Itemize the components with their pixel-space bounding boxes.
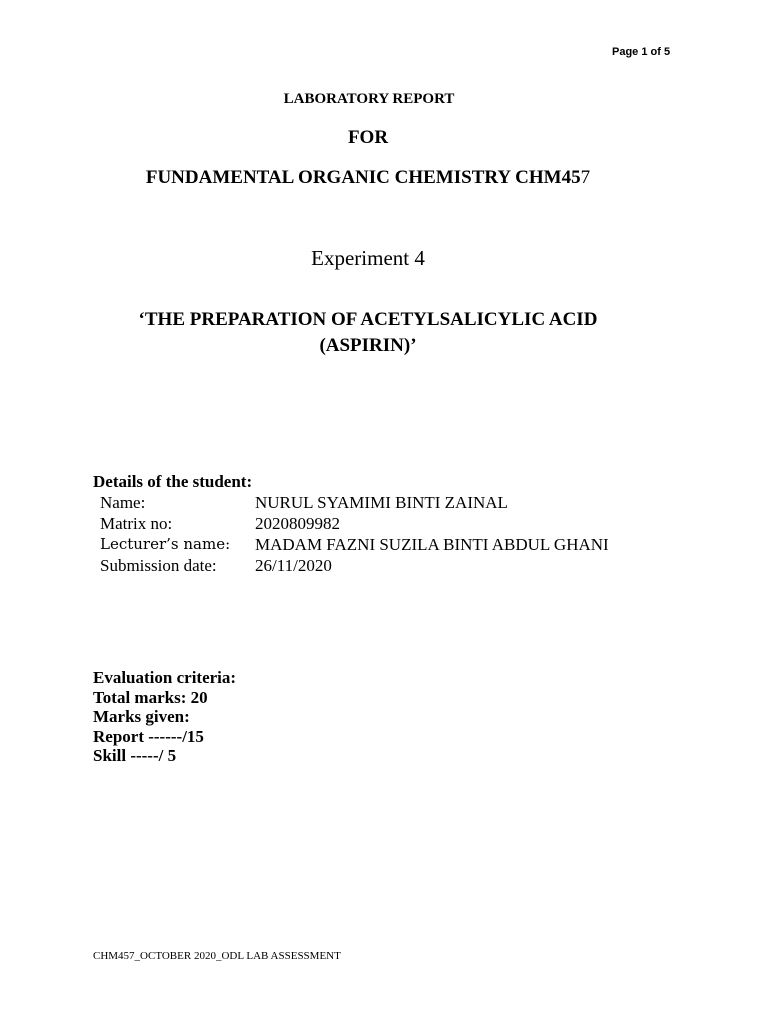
for-label: FOR (347, 127, 389, 148)
detail-value: NURUL SYAMIMI BINTI ZAINAL (255, 493, 508, 512)
page-number: Page 1 of 5 (612, 46, 671, 58)
detail-value: MADAM FAZNI SUZILA BINTI ABDUL GHANI (255, 535, 609, 554)
report-marks: Report ------/15 (93, 726, 204, 746)
marks-given: Marks given: (93, 707, 190, 726)
detail-row-name (100, 492, 609, 513)
experiment-number: Experiment 4 (311, 246, 425, 270)
detail-row-lecturer (100, 534, 609, 555)
experiment-title (0, 307, 752, 359)
detail-label: Submission date: (100, 556, 217, 575)
experiment-title-line1: ‘THE PREPARATION OF ACETYLSALICYLIC ACID (138, 309, 598, 330)
student-details-table (100, 492, 609, 576)
evaluation-criteria (93, 668, 236, 766)
detail-value: 2020809982 (255, 514, 340, 533)
report-label: LABORATORY REPORT (283, 91, 455, 107)
detail-label: Lecturer’s name: (100, 535, 231, 553)
detail-label: Matrix no: (100, 514, 173, 533)
student-details-heading: Details of the student: (93, 472, 253, 491)
detail-label: Name: (100, 493, 146, 512)
course-title (0, 167, 752, 189)
skill-marks: Skill -----/ 5 (93, 746, 177, 765)
detail-value: 26/11/2020 (255, 556, 332, 575)
course-title-main: FUNDAMENTAL ORGANIC CHEMISTRY CHM45 (145, 167, 581, 188)
page-footer: CHM457_OCTOBER 2020_ODL LAB ASSESSMENT (93, 950, 341, 962)
evaluation-heading: Evaluation criteria: (93, 668, 237, 687)
detail-row-submission-date (100, 555, 609, 576)
total-marks: Total marks: 20 (93, 687, 208, 707)
course-title-suffix: 7 (580, 167, 591, 188)
experiment-title-line2: (ASPIRIN)’ (319, 335, 417, 356)
detail-row-matrix (100, 513, 609, 534)
